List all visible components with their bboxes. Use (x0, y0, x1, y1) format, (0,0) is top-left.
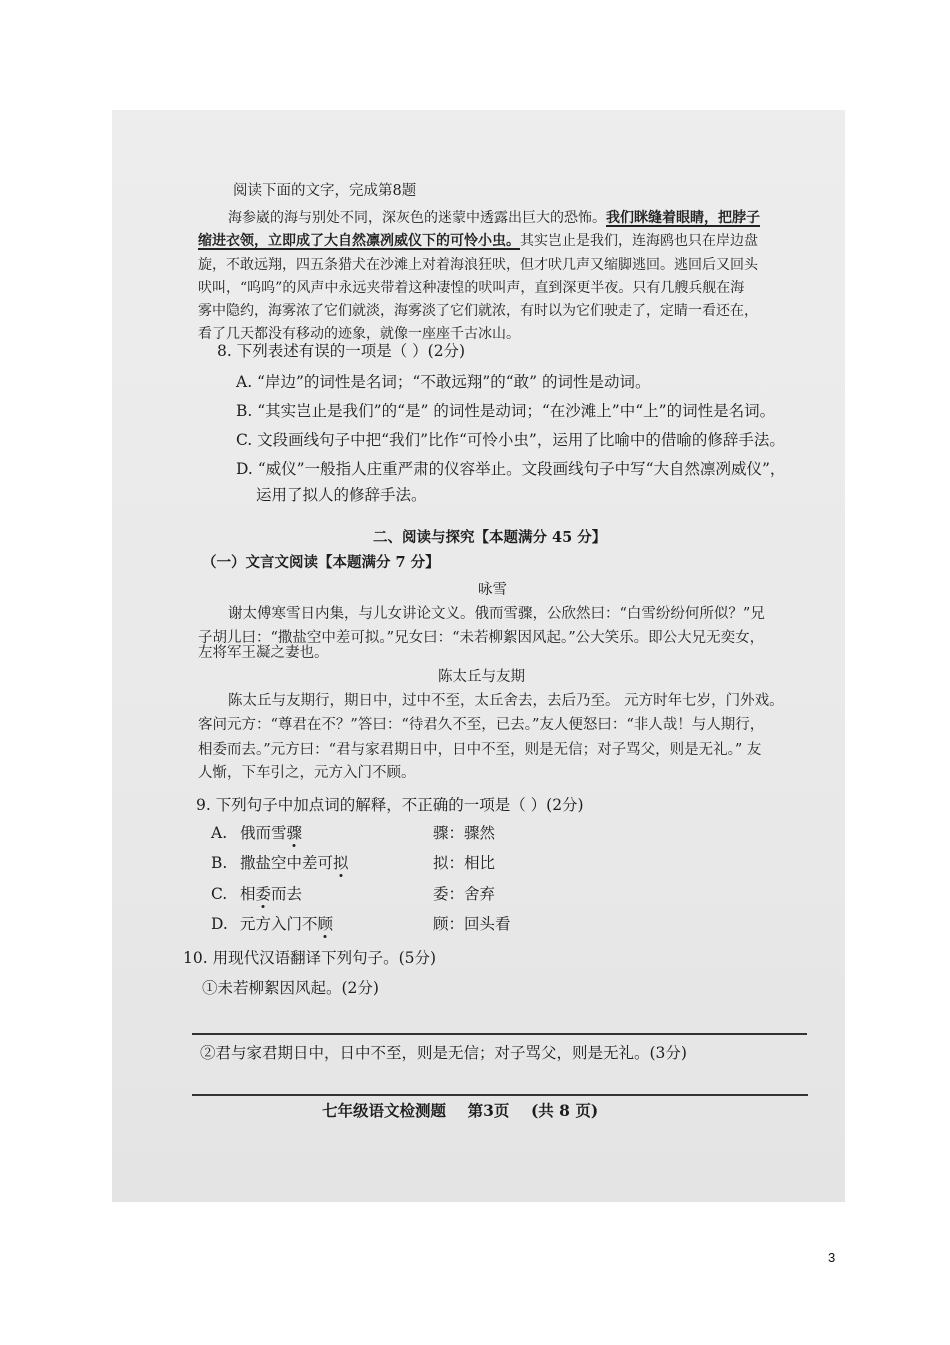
answer-line-1 (192, 1033, 807, 1035)
passage-line-5: 雾中隐约，海雾浓了它们就淡，海雾淡了它们就浓，有时以为它们驶走了，定睛一看还在， (198, 303, 758, 319)
text-2-title: 陈太丘与友期 (438, 669, 525, 685)
question-8-option-a: A. “岸边”的词性是名词；“不敢远翔”的“敢” 的词性是动词。 (236, 373, 651, 391)
text-1-title: 咏雪 (478, 582, 507, 598)
section-2-title: 二、阅读与探究【本题满分 45 分】 (373, 529, 607, 546)
question-8-option-c: C. 文段画线句子中把“我们”比作“可怜小虫”，运用了比喻中的借喻的修辞手法。 (236, 431, 785, 449)
option-phrase: 俄而雪骤 (240, 824, 303, 842)
question-8-option-d: D. “威仪”一般指人庄重严肃的仪容举止。文段画线句子中写“大自然凛冽威仪”， (236, 460, 786, 478)
question-10-sub-2: ②君与家君期日中，日中不至，则是无信；对子骂父，则是无礼。(3分) (200, 1044, 687, 1062)
option-gloss: 顾：回头看 (433, 915, 511, 933)
option-gloss: 委：舍弃 (433, 885, 496, 903)
passage-line-2: 缩进衣领，立即成了大自然凛冽威仪下的可怜小虫。其实岂止是我们，连海鸥也只在岸边盘 (198, 233, 758, 249)
option-phrase: 元方入门不顾 (240, 915, 334, 933)
passage-line-6: 看了几天都没有移动的迹象，就像一座座千古冰山。 (198, 326, 520, 342)
reading-instruction: 阅读下面的文字，完成第8题 (233, 183, 417, 199)
option-letter: C. (211, 885, 228, 903)
option-letter: A. (211, 824, 228, 842)
question-9-stem: 9. 下列句子中加点词的解释，不正确的一项是（ ）(2分) (196, 796, 584, 814)
passage-line-1: 海参崴的海与别处不同，深灰色的迷蒙中透露出巨大的恐怖。我们眯缝着眼睛，把脖子 (228, 210, 760, 226)
question-8-option-b: B. “其实岂止是我们”的“是” 的词性是动词；“在沙滩上”中“上”的词性是名词。 (236, 402, 776, 420)
option-letter: D. (211, 915, 228, 933)
text-2-line-4: 人惭，下车引之，元方入门不顾。 (198, 765, 416, 781)
text-1-line-1: 谢太傅寒雪日内集，与儿女讲论文义。俄而雪骤，公欣然曰：“白雪纷纷何所似？”兄 (228, 606, 765, 622)
option-gloss: 拟：相比 (433, 854, 496, 872)
passage-line-4: 吠叫，“呜呜”的风声中永远夹带着这种凄惶的吠叫声，直到深更半夜。只有几艘兵舰在海 (198, 280, 745, 296)
question-10-sub-1: ①未若柳絮因风起。(2分) (202, 979, 379, 997)
passage-line-3: 旋，不敢远翔，四五条猎犬在沙滩上对着海浪狂吠，但才吠几声又缩脚逃回。逃回后又回头 (198, 257, 758, 273)
question-8-stem: 8. 下列表述有误的一项是（ ）(2分) (217, 342, 466, 360)
text-1-line-3: 左将军王凝之妻也。 (198, 645, 329, 661)
page-footer: 七年级语文检测题 第3页 (共 8 页) (322, 1101, 599, 1120)
text-2-line-3: 相委而去。”元方曰：“君与家君期日中，日中不至，则是无信；对子骂父，则是无礼。” 友 (198, 742, 762, 758)
text-1-line-2: 子胡儿曰：“撒盐空中差可拟。”兄女曰：“未若柳絮因风起。”公大笑乐。即公大兄无奕女， (198, 630, 765, 646)
option-gloss: 骤：骤然 (433, 824, 496, 842)
text-2-line-2: 客问元方：“尊君在不？”答曰：“待君久不至，已去。”友人便怒曰：“非人哉！与人期行， (198, 717, 765, 733)
option-letter: B. (211, 854, 228, 872)
page-number: 3 (828, 1250, 836, 1265)
option-phrase: 相委而去 (240, 885, 303, 903)
text-2-line-1: 陈太丘与友期行，期日中，过中不至，太丘舍去，去后乃至。 元方时年七岁，门外戏。 (228, 693, 784, 709)
section-2-1-title: （一）文言文阅读【本题满分 7 分】 (202, 554, 440, 571)
answer-line-2 (192, 1094, 808, 1096)
question-10-stem: 10. 用现代汉语翻译下列句子。(5分) (183, 949, 437, 967)
question-8-option-d-cont: 运用了拟人的修辞手法。 (256, 486, 427, 504)
option-phrase: 撒盐空中差可拟 (240, 854, 349, 872)
